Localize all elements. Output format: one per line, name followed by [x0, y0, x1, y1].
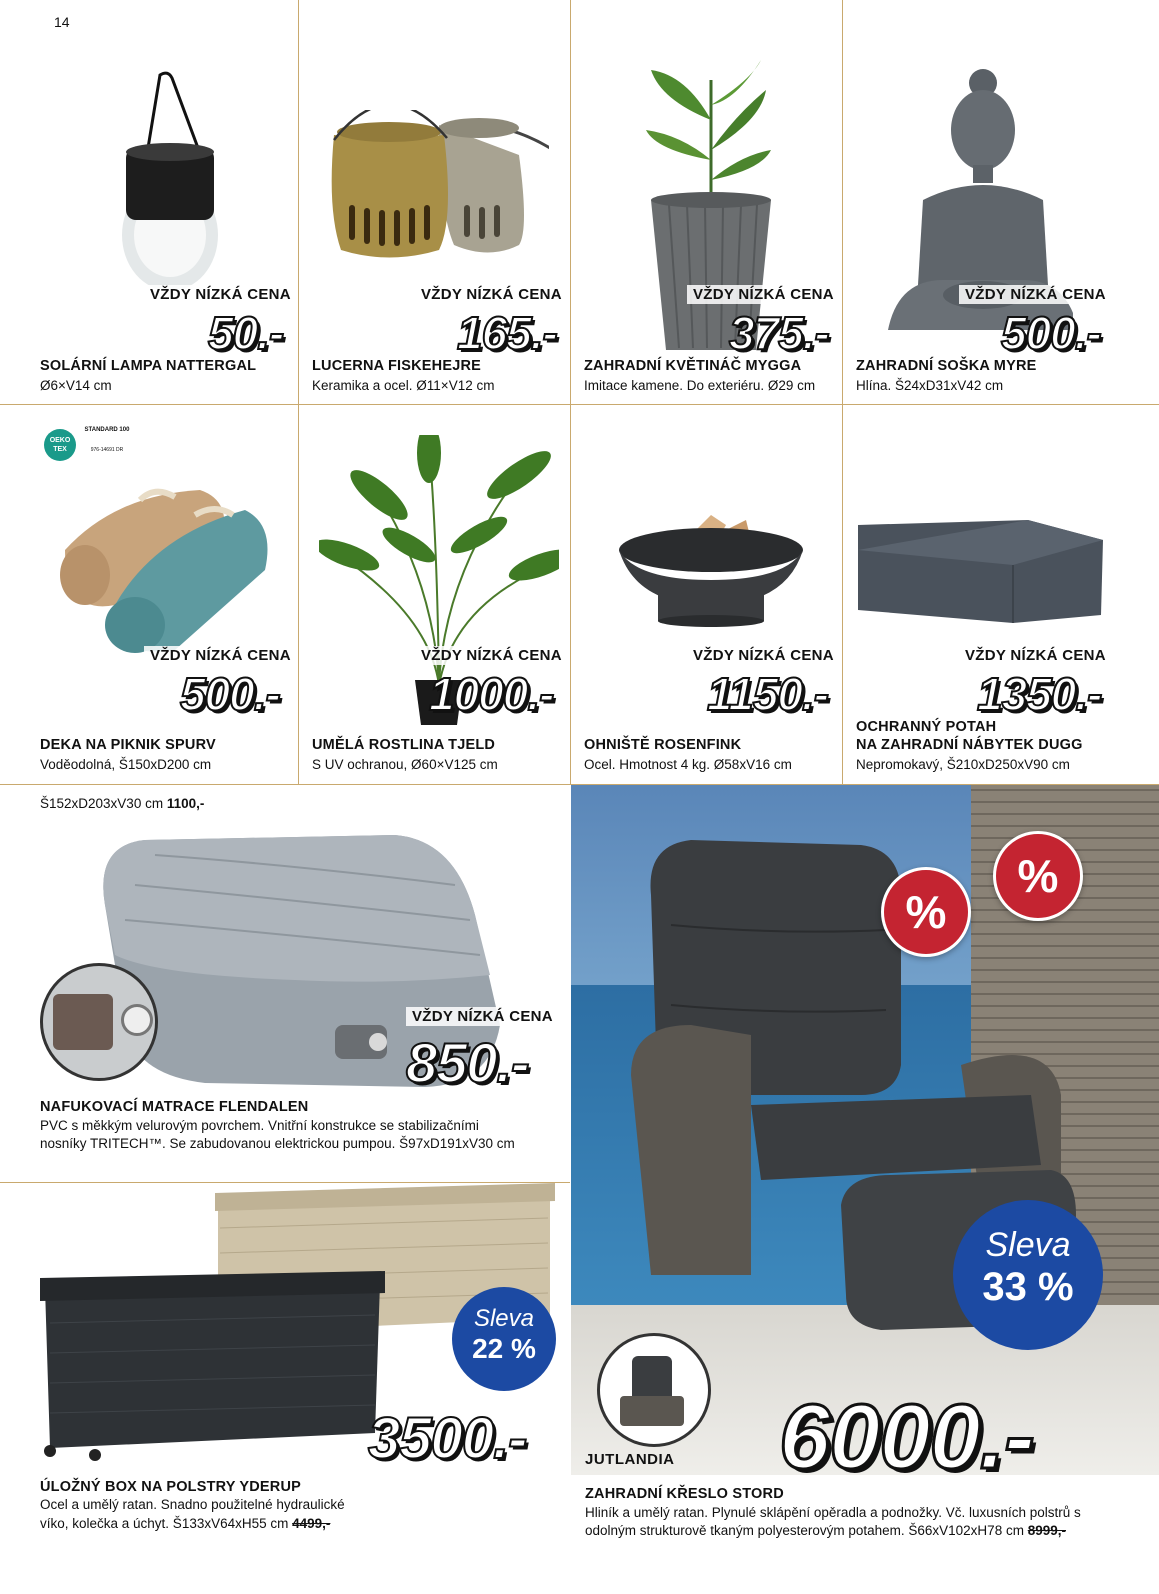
product-desc: Ocel. Hmotnost 4 kg. Ø58xV16 cm — [584, 757, 792, 772]
price: 1000.- — [429, 668, 554, 720]
product-name: ZAHRADNÍ KŘESLO STORD — [585, 1486, 784, 1502]
product-storage-box[interactable] — [0, 1183, 570, 1594]
price: 6000.- — [779, 1386, 1034, 1488]
product-name: UMĚLÁ ROSTLINA TJELD — [312, 737, 496, 753]
product-name: ÚLOŽNÝ BOX NA POLSTRY YDERUP — [40, 1479, 301, 1495]
product-desc: Hlína. Š24xD31xV42 cm — [856, 378, 1004, 393]
product-desc-line1: PVC s měkkým velurovým povrchem. Vnitřní konstrukce se stabilizačními — [40, 1118, 479, 1133]
product-desc-line1: Ocel a umělý ratan. Snadno použitelné hydraulické — [40, 1497, 345, 1512]
percent-tag-icon: % — [993, 831, 1083, 921]
furniture-cover-image — [853, 515, 1103, 625]
product-name: NAFUKOVACÍ MATRACE FLENDALEN — [40, 1099, 309, 1115]
product-desc-line2: víko, kolečka a úchyt. Š133xV64xH55 cm 4499,- — [40, 1516, 331, 1531]
old-price: 4499,- — [292, 1516, 331, 1531]
product-lanterns[interactable] — [299, 0, 570, 404]
product-name: OHNIŠTĚ ROSENFINK — [584, 737, 742, 753]
tag-always-low-price: VŽDY NÍZKÁ CENA — [144, 646, 297, 665]
product-desc: Imitace kamene. Do exteriéru. Ø29 cm — [584, 378, 816, 393]
product-furniture-cover[interactable] — [843, 405, 1159, 784]
product-desc: S UV ochranou, Ø60×V125 cm — [312, 757, 498, 772]
tag-always-low-price: VŽDY NÍZKÁ CENA — [406, 1007, 559, 1026]
old-price: 8999,- — [1027, 1523, 1066, 1538]
product-desc-line1: Hliník a umělý ratan. Plynulé sklápění opěradla a podnožky. Vč. luxusních polstrů s — [585, 1505, 1081, 1520]
oeko-tex-badge: OEKO TEX — [44, 429, 76, 461]
brand-logo: JUTLANDIA — [585, 1451, 675, 1468]
price: 850.- — [406, 1031, 529, 1094]
tag-always-low-price: VŽDY NÍZKÁ CENA — [415, 646, 568, 665]
product-name: DEKA NA PIKNIK SPURV — [40, 737, 216, 753]
solar-lamp-image — [110, 70, 230, 310]
product-solar-lamp[interactable] — [0, 0, 298, 404]
product-flower-pot[interactable] — [571, 0, 842, 404]
product-picnic-blanket[interactable] — [0, 405, 298, 784]
price: 375.- — [729, 307, 829, 359]
product-desc-line2: odolným strukturově tkaným polyesterovým potahem. Š66xV102xH78 cm 8999,- — [585, 1523, 1066, 1538]
product-desc: Ø6×V14 cm — [40, 378, 112, 393]
product-fire-pit[interactable] — [571, 405, 842, 784]
product-statue[interactable] — [843, 0, 1159, 404]
price: 165.- — [457, 307, 557, 359]
price: 500.- — [1001, 307, 1101, 359]
page-number: 14 — [54, 14, 70, 30]
percent-tag-icon: % — [881, 867, 971, 957]
product-desc: Keramika a ocel. Ø11×V12 cm — [312, 378, 495, 393]
lantern-image — [329, 110, 549, 260]
product-name: LUCERNA FISKEHEJRE — [312, 358, 482, 374]
product-air-mattress[interactable] — [0, 785, 570, 1182]
product-name: ZAHRADNÍ KVĚTINÁČ MYGGA — [584, 358, 802, 374]
tag-always-low-price: VŽDY NÍZKÁ CENA — [959, 285, 1112, 304]
variant-info: Š152xD203xV30 cm 1100,- — [40, 796, 205, 811]
price: 1150.- — [707, 668, 829, 720]
product-desc: Voděodolná, Š150xD200 cm — [40, 757, 212, 772]
tag-always-low-price: VŽDY NÍZKÁ CENA — [687, 646, 840, 665]
price: 3500.- — [368, 1406, 527, 1471]
product-name-line1: OCHRANNÝ POTAH — [856, 719, 997, 735]
chair-detail-image — [597, 1333, 711, 1447]
blanket-image — [55, 475, 275, 655]
tag-always-low-price: VŽDY NÍZKÁ CENA — [959, 646, 1112, 665]
oeko-standard: STANDARD 100 — [84, 427, 130, 433]
tag-always-low-price: VŽDY NÍZKÁ CENA — [144, 285, 297, 304]
price: 500.- — [180, 668, 280, 720]
product-name: SOLÁRNÍ LAMPA NATTERGAL — [40, 358, 257, 374]
tag-always-low-price: VŽDY NÍZKÁ CENA — [687, 285, 840, 304]
tag-always-low-price: VŽDY NÍZKÁ CENA — [415, 285, 568, 304]
product-garden-chair[interactable] — [571, 785, 1159, 1594]
discount-badge: Sleva 33 % — [953, 1200, 1103, 1350]
oeko-code: 976-14691 DR — [90, 447, 124, 453]
valve-detail-image — [40, 963, 158, 1081]
product-name-line2: NA ZAHRADNÍ NÁBYTEK DUGG — [856, 737, 1083, 753]
fire-pit-image — [616, 510, 806, 630]
product-name: ZAHRADNÍ SOŠKA MYRE — [856, 358, 1037, 374]
discount-badge: Sleva 22 % — [452, 1287, 556, 1391]
price: 50.- — [208, 307, 284, 359]
product-desc-line2: nosníky TRITECH™. Se zabudovanou elektrickou pumpou. Š97xD191xV30 cm — [40, 1136, 515, 1151]
product-desc: Nepromokavý, Š210xD250xV90 cm — [856, 757, 1070, 772]
price: 1350.- — [977, 668, 1102, 720]
product-artificial-plant[interactable] — [299, 405, 570, 784]
